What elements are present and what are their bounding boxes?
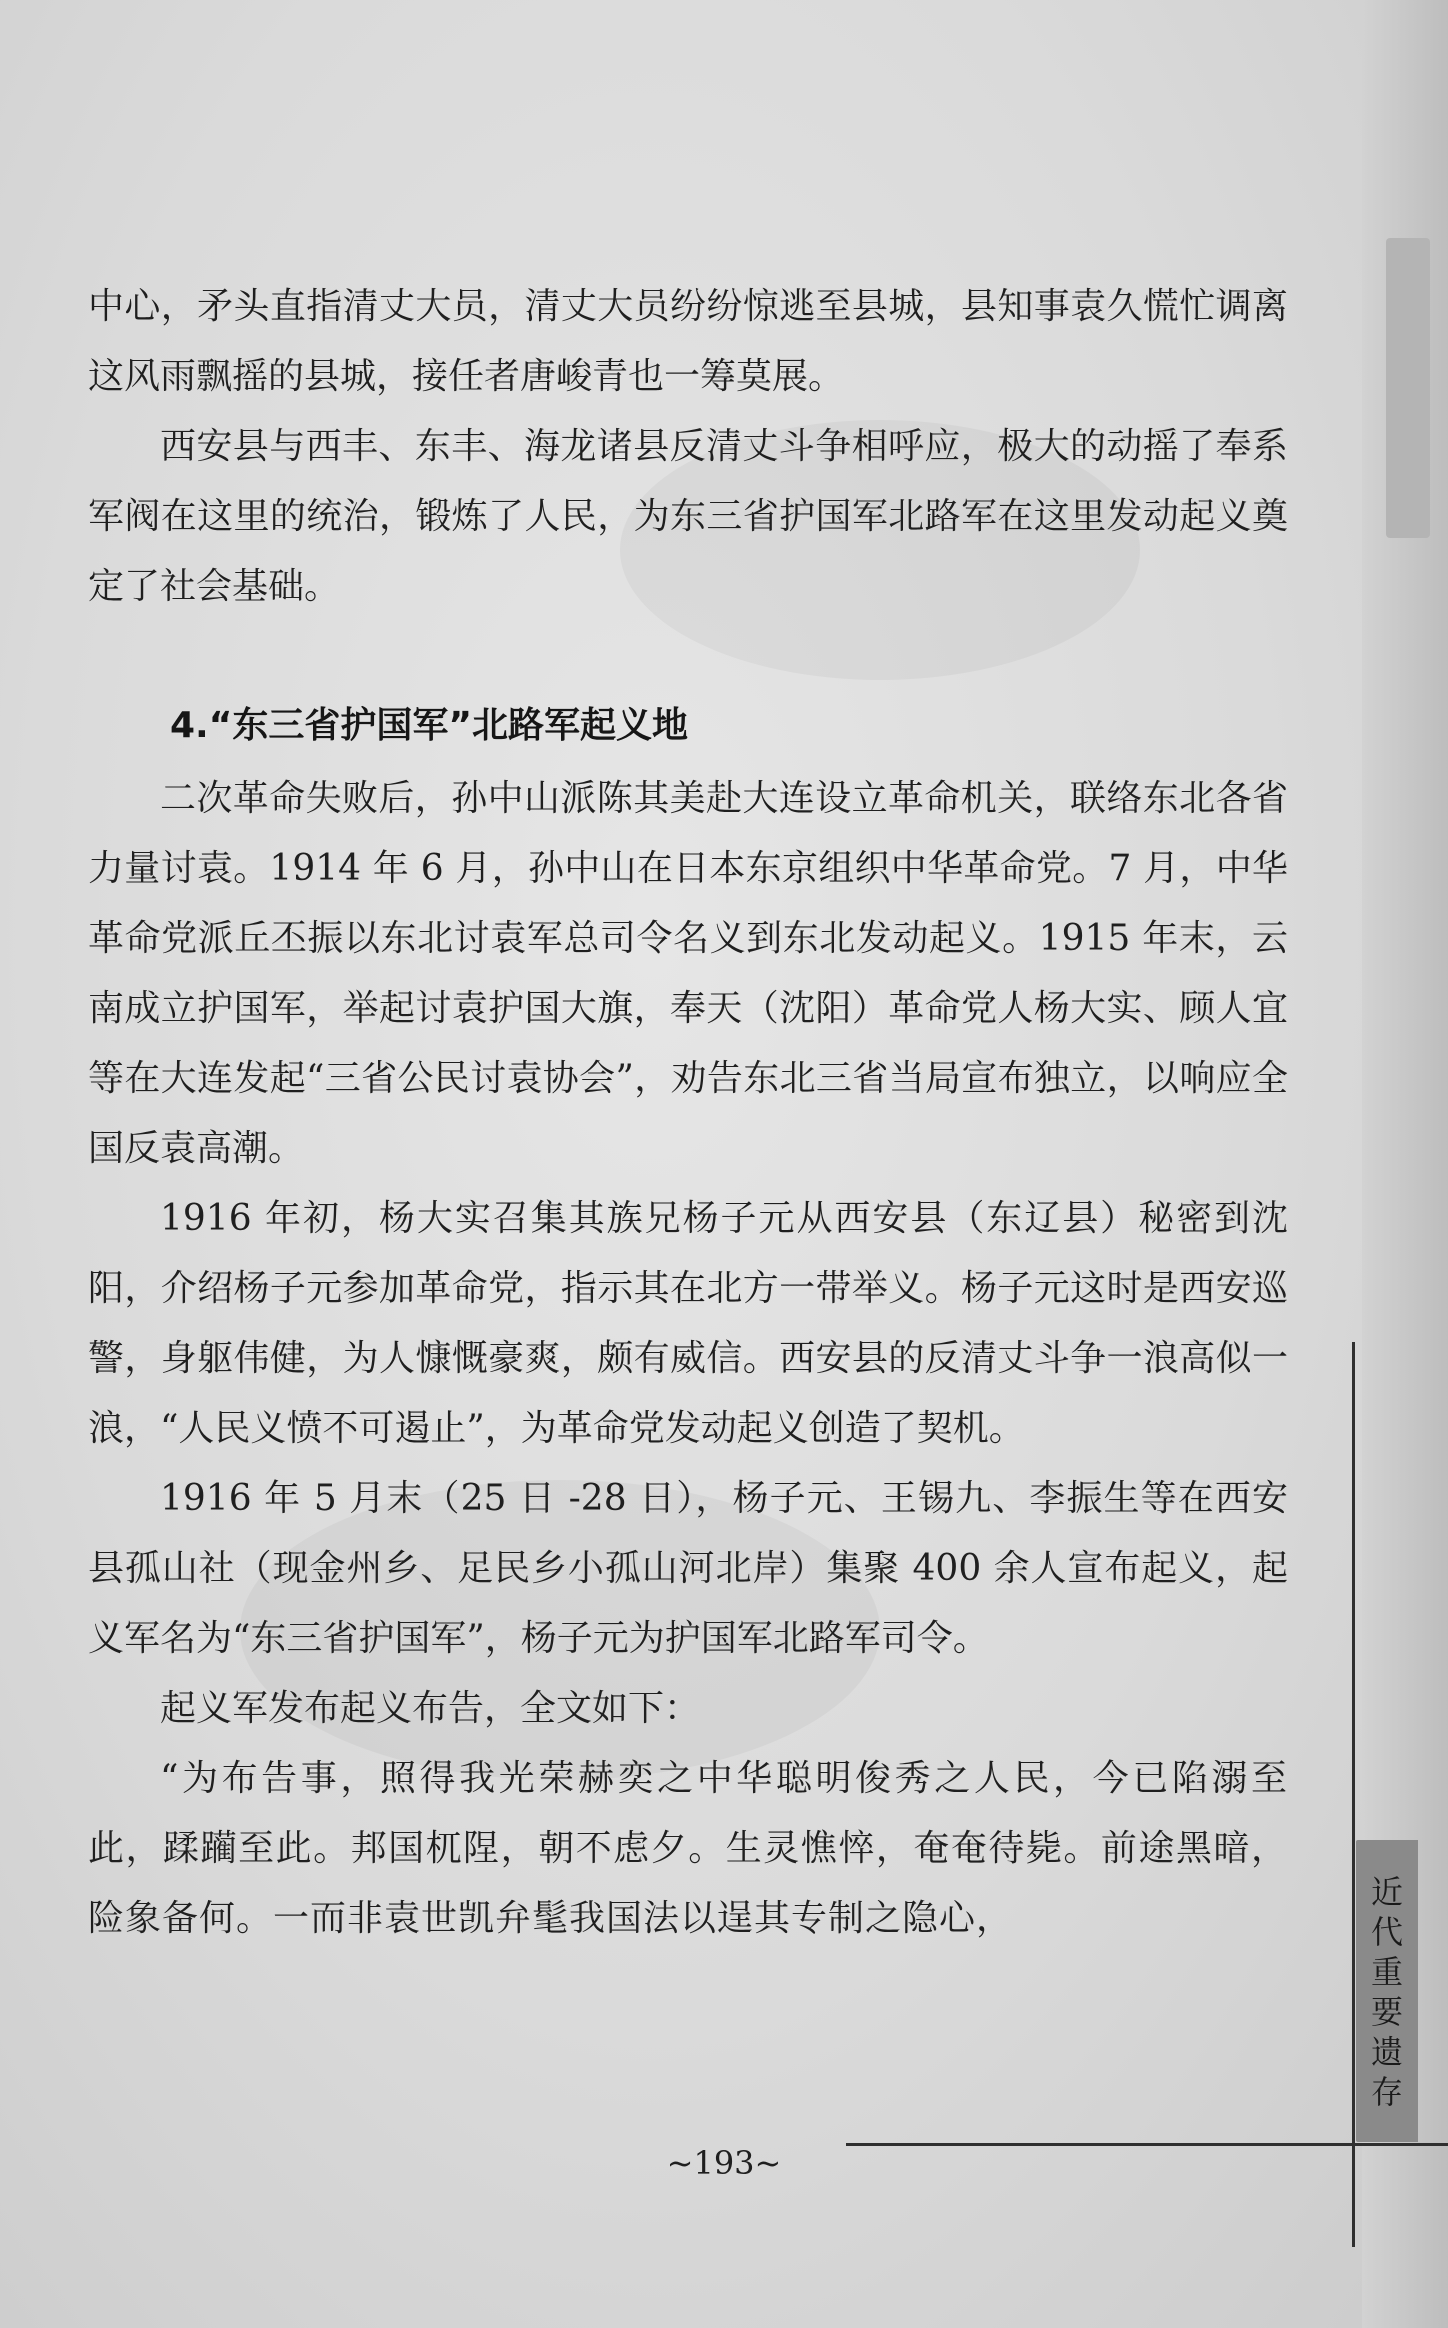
margin-rule — [1352, 1342, 1355, 2247]
paragraph-continuation: 中心，矛头直指清丈大员，清丈大员纷纷惊逃至县城，县知事袁久慌忙调离这风雨飘摇的县城，接任者唐峻青也一筹莫展。 — [88, 286, 1288, 397]
paragraph-notice-intro: 起义军发布起义布告，全文如下： — [160, 1688, 701, 1729]
page-number: ~193~ — [666, 2144, 782, 2182]
tab-char: 代 — [1370, 1913, 1403, 1951]
tab-char: 要 — [1370, 1993, 1403, 2031]
paragraph-response: 西安县与西丰、东丰、海龙诸县反清丈斗争相呼应，极大的动摇了奉系军阀在这里的统治，锻炼了人民，为东三省护国军北路军在这里发动起义奠定了社会基础。 — [88, 426, 1288, 607]
tab-char: 重 — [1370, 1953, 1403, 1991]
tab-char: 遗 — [1370, 2033, 1403, 2071]
paragraph-uprising: 1916 年 5 月末（25 日 -28 日），杨子元、王锡九、李振生等在西安县孤山社（现金州乡、足民乡小孤山河北岸）集聚 400 余人宣布起义，起义军名为“东三省护国军”，杨子元为护国军北路军司令。 — [88, 1478, 1288, 1659]
edge-tab-mark — [1386, 238, 1430, 538]
paragraph-notice-quote: “为布告事，照得我光荣赫奕之中华聪明俊秀之人民，今已陷溺至此，蹂躏至此。邦国杌陧，朝不虑夕。生灵憔悴，奄奄待毙。前途黑暗，险象备何。一而非袁世凯弁髦我国法以逞其专制之隐心， — [88, 1758, 1288, 1939]
paragraph-1916-early: 1916 年初，杨大实召集其族兄杨子元从西安县（东辽县）秘密到沈阳，介绍杨子元参加革命党，指示其在北方一带举义。杨子元这时是西安巡警，身躯伟健，为人慷慨豪爽，颇有威信。西安县的反清丈斗争一浪高似一浪，“人民义愤不可遏止”，为革命党发动起义创造了契机。 — [88, 1198, 1288, 1449]
tab-char: 近 — [1370, 1873, 1403, 1911]
body-text-top — [88, 272, 1288, 622]
paragraph-revolution: 二次革命失败后，孙中山派陈其美赴大连设立革命机关，联络东北各省力量讨袁。1914 年 6 月，孙中山在日本东京组织中华革命党。7 月，中华革命党派丘丕振以东北讨袁军总司令名义到东北发动起义。1915 年末，云南成立护国军，举起讨袁护国大旗，奉天（沈阳）革命党人杨大实、顾人宜等在大连发起“三省公民讨袁协会”，劝告东北三省当局宣布独立，以响应全国反袁高潮。 — [88, 778, 1288, 1169]
body-text-main — [88, 764, 1288, 1954]
section-tab-label — [1356, 1872, 1418, 2112]
section-heading: 4.“东三省护国军”北路军起义地 — [170, 705, 689, 746]
tab-char: 存 — [1370, 2073, 1403, 2111]
